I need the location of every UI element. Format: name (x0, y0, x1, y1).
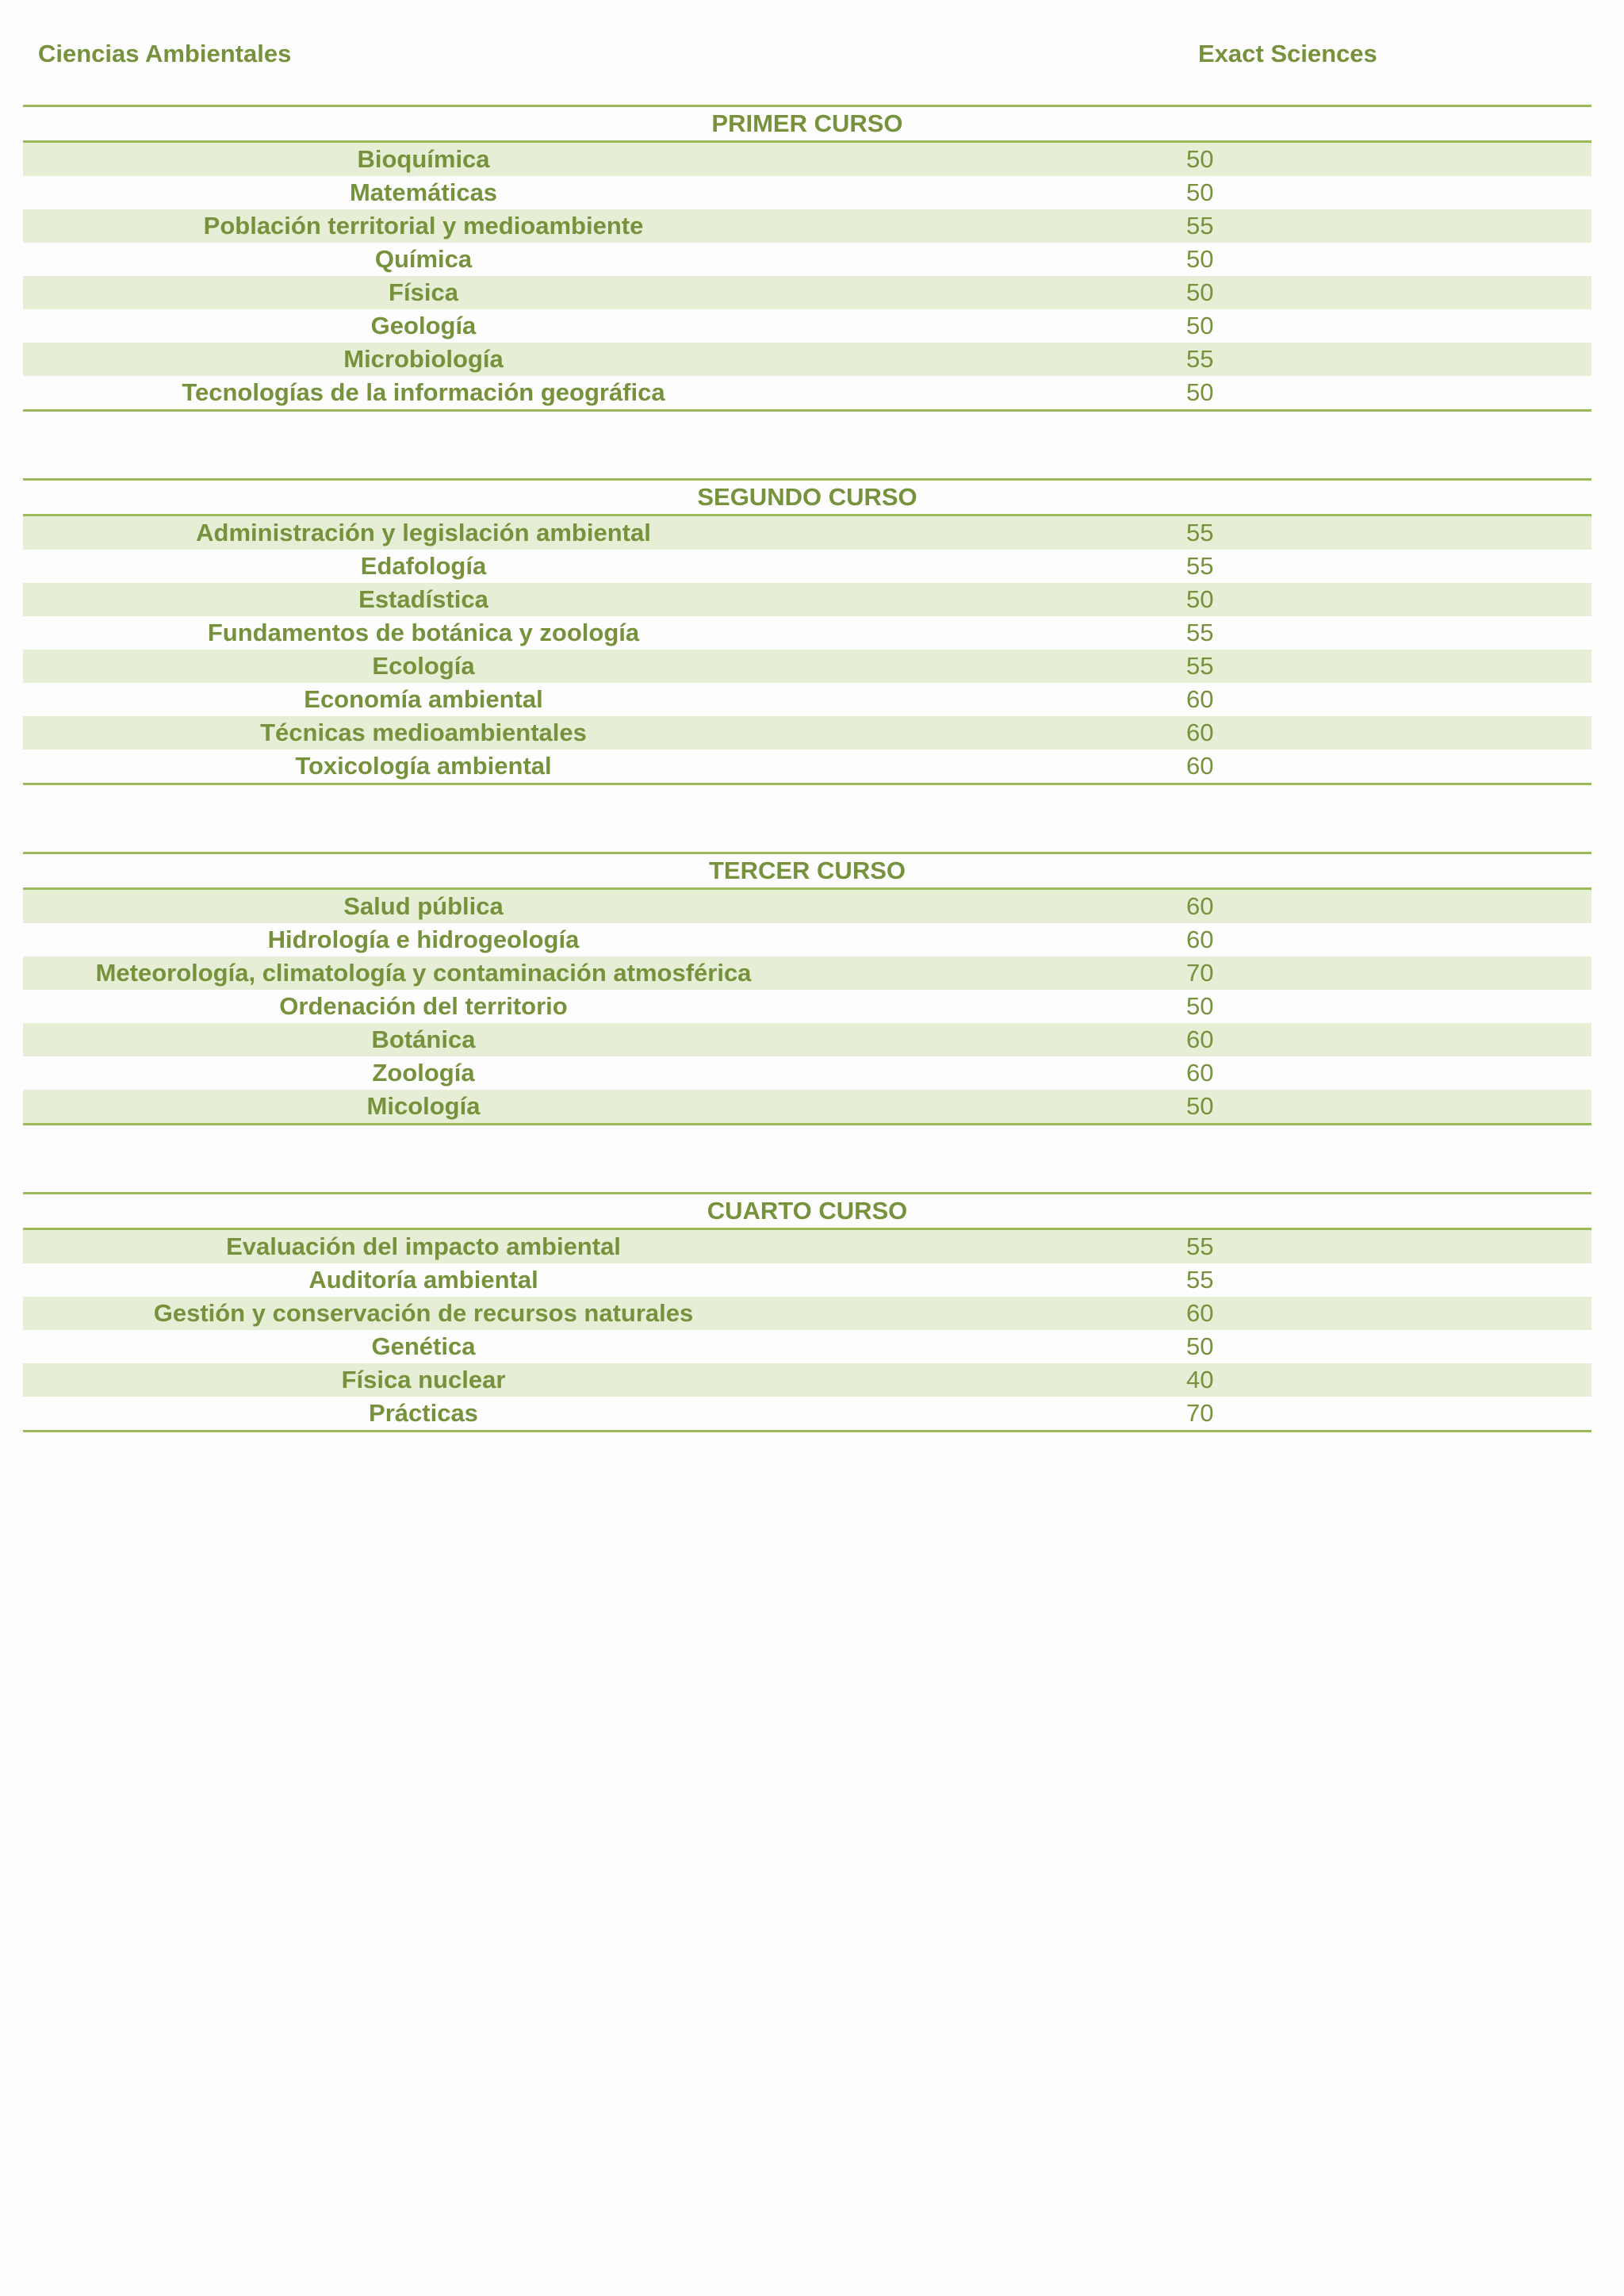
table-row (23, 1230, 1591, 1263)
subject-value: 50 (1186, 312, 1214, 339)
subject-name: Micología (366, 1092, 481, 1120)
table-row (23, 1397, 1591, 1430)
table-row (23, 1056, 1591, 1090)
subject-name: Ordenación del territorio (279, 992, 568, 1020)
subject-name: Estadística (358, 585, 488, 613)
subject-value: 50 (1186, 992, 1214, 1020)
table-row (23, 516, 1591, 550)
subject-value: 60 (1186, 892, 1214, 920)
section-title: SEGUNDO CURSO (23, 481, 1591, 516)
subject-name: Edafología (360, 552, 487, 580)
table-row (23, 1023, 1591, 1056)
subject-name: Economía ambiental (304, 685, 543, 713)
subject-name: Administración y legislación ambiental (196, 519, 651, 546)
subject-value: 40 (1186, 1366, 1214, 1393)
subject-name: Toxicología ambiental (295, 752, 552, 780)
subject-name: Auditoría ambiental (308, 1266, 538, 1294)
subject-value: 55 (1186, 619, 1214, 646)
subject-value: 50 (1186, 145, 1214, 173)
subject-value: 55 (1186, 1266, 1214, 1294)
table-row (23, 583, 1591, 616)
table-row (23, 209, 1591, 243)
subject-name: Salud pública (343, 892, 504, 920)
subject-value: 50 (1186, 278, 1214, 306)
table-row (23, 1363, 1591, 1397)
page-header (0, 0, 1624, 79)
table-row (23, 1090, 1591, 1123)
course-section (23, 105, 1591, 412)
subject-value: 50 (1186, 178, 1214, 206)
subject-name: Técnicas medioambientales (260, 719, 587, 746)
subject-name: Hidrología e hidrogeología (267, 926, 580, 953)
table-row (23, 890, 1591, 923)
subject-value: 50 (1186, 378, 1214, 406)
subject-value: 55 (1186, 552, 1214, 580)
subject-value: 60 (1186, 752, 1214, 780)
subject-name: Gestión y conservación de recursos naturales (153, 1299, 694, 1327)
subject-value: 55 (1186, 652, 1214, 680)
subject-name: Zoología (372, 1059, 475, 1087)
subject-name: Matemáticas (349, 178, 498, 206)
subject-name: Bioquímica (357, 145, 490, 173)
subject-value: 70 (1186, 959, 1214, 987)
subject-value: 60 (1186, 719, 1214, 746)
subject-value: 55 (1186, 519, 1214, 546)
subject-name: Fundamentos de botánica y zoología (207, 619, 640, 646)
table-row (23, 376, 1591, 409)
subject-value: 60 (1186, 1059, 1214, 1087)
course-section (23, 478, 1591, 785)
subject-value: 50 (1186, 245, 1214, 273)
subject-name: Tecnologías de la información geográfica (182, 378, 665, 406)
table-row (23, 716, 1591, 749)
subject-value: 50 (1186, 1092, 1214, 1120)
subject-name: Botánica (371, 1025, 476, 1053)
section-title: PRIMER CURSO (23, 107, 1591, 143)
table-row (23, 749, 1591, 783)
section-title: TERCER CURSO (23, 854, 1591, 890)
course-section (23, 1192, 1591, 1432)
degree-title: Ciencias Ambientales (38, 40, 292, 67)
subject-name: Química (374, 245, 473, 273)
subject-value: 55 (1186, 1232, 1214, 1260)
table-row (23, 923, 1591, 956)
subject-value: 55 (1186, 345, 1214, 373)
table-row (23, 550, 1591, 583)
table-row (23, 990, 1591, 1023)
table-row (23, 176, 1591, 209)
table-row (23, 1330, 1591, 1363)
course-sections (23, 105, 1591, 1499)
subject-value: 60 (1186, 926, 1214, 953)
table-row (23, 956, 1591, 990)
subject-value: 55 (1186, 212, 1214, 240)
table-row (23, 243, 1591, 276)
subject-name: Física nuclear (341, 1366, 506, 1393)
section-title: CUARTO CURSO (23, 1194, 1591, 1230)
subject-name: Genética (371, 1332, 476, 1360)
subject-name: Población territorial y medioambiente (203, 212, 644, 240)
subject-name: Meteorología, climatología y contaminación atmosférica (95, 959, 752, 987)
subject-value: 50 (1186, 585, 1214, 613)
table-row (23, 143, 1591, 176)
table-row (23, 616, 1591, 650)
subject-value: 50 (1186, 1332, 1214, 1360)
subject-name: Física (389, 278, 458, 306)
subject-name: Prácticas (369, 1399, 478, 1427)
subject-name: Evaluación del impacto ambiental (226, 1232, 621, 1260)
subject-name: Ecología (372, 652, 475, 680)
table-row (23, 1263, 1591, 1297)
table-row (23, 309, 1591, 343)
table-row (23, 276, 1591, 309)
subject-value: 70 (1186, 1399, 1214, 1427)
table-row (23, 1297, 1591, 1330)
subject-value: 60 (1186, 685, 1214, 713)
table-row (23, 683, 1591, 716)
faculty-title: Exact Sciences (1198, 40, 1377, 67)
course-section (23, 852, 1591, 1125)
subject-value: 60 (1186, 1025, 1214, 1053)
subject-name: Microbiología (343, 345, 504, 373)
table-row (23, 650, 1591, 683)
subject-value: 60 (1186, 1299, 1214, 1327)
table-row (23, 343, 1591, 376)
subject-name: Geología (370, 312, 477, 339)
